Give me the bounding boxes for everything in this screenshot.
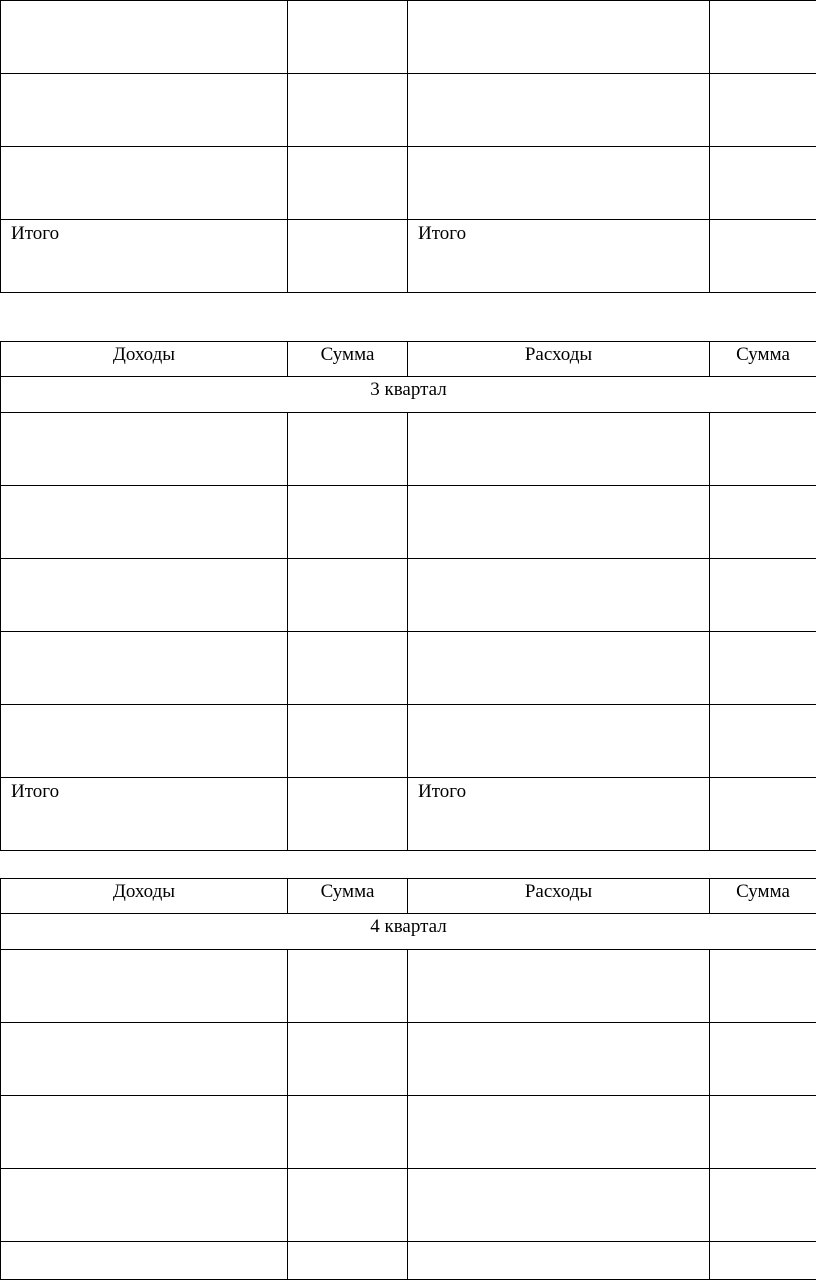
expense-cell[interactable]: [408, 705, 710, 778]
income-sum-cell[interactable]: [288, 74, 408, 147]
header-row: [1, 879, 816, 914]
expense-total-label: Итого: [408, 220, 710, 293]
income-cell[interactable]: [1, 1096, 288, 1169]
table-row: [1, 1169, 816, 1242]
expense-cell[interactable]: [408, 1023, 710, 1096]
income-total-label: Итого: [1, 778, 288, 851]
table-row: [1, 1023, 816, 1096]
table-row: [1, 950, 816, 1023]
expense-sum-cell[interactable]: [710, 1242, 816, 1280]
expense-sum-cell[interactable]: [710, 147, 816, 220]
quarter-row: [1, 377, 816, 413]
income-sum-cell[interactable]: [288, 950, 408, 1023]
quarter-label: 4 квартал: [1, 914, 816, 950]
expense-cell[interactable]: [408, 1, 710, 74]
income-cell[interactable]: [1, 1169, 288, 1242]
income-cell[interactable]: [1, 950, 288, 1023]
income-sum-cell[interactable]: [288, 705, 408, 778]
expense-cell[interactable]: [408, 1242, 710, 1280]
income-cell[interactable]: [1, 413, 288, 486]
income-total-label: Итого: [1, 220, 288, 293]
table-row: [1, 1242, 816, 1280]
expense-cell[interactable]: [408, 486, 710, 559]
income-total-sum-cell[interactable]: [288, 778, 408, 851]
table-row: [1, 559, 816, 632]
income-sum-cell[interactable]: [288, 632, 408, 705]
total-row: [1, 778, 816, 851]
expense-sum-cell[interactable]: [710, 1, 816, 74]
expense-cell[interactable]: [408, 1096, 710, 1169]
expense-sum-cell[interactable]: [710, 1169, 816, 1242]
expense-cell[interactable]: [408, 147, 710, 220]
expense-sum-cell[interactable]: [710, 559, 816, 632]
quarter-label: 3 квартал: [1, 377, 816, 413]
income-cell[interactable]: [1, 1023, 288, 1096]
income-sum-header: Сумма: [288, 342, 408, 377]
expense-total-sum-cell[interactable]: [710, 220, 816, 293]
table-row: [1, 74, 816, 147]
table-row: [1, 486, 816, 559]
expense-sum-cell[interactable]: [710, 632, 816, 705]
header-row: [1, 342, 816, 377]
income-sum-header: Сумма: [288, 879, 408, 914]
table-row: [1, 632, 816, 705]
table-row: [1, 1, 816, 74]
table-row: [1, 705, 816, 778]
total-row: [1, 220, 816, 293]
income-cell[interactable]: [1, 632, 288, 705]
table-row: [1, 413, 816, 486]
expense-cell[interactable]: [408, 559, 710, 632]
ledger-table-q2: [0, 0, 816, 293]
income-cell[interactable]: [1, 486, 288, 559]
income-sum-cell[interactable]: [288, 559, 408, 632]
expense-cell[interactable]: [408, 74, 710, 147]
table-row: [1, 147, 816, 220]
expense-cell[interactable]: [408, 632, 710, 705]
expense-cell[interactable]: [408, 950, 710, 1023]
income-cell[interactable]: [1, 1242, 288, 1280]
expense-sum-header: Сумма: [710, 342, 816, 377]
income-sum-cell[interactable]: [288, 1, 408, 74]
expense-cell[interactable]: [408, 1169, 710, 1242]
income-total-sum-cell[interactable]: [288, 220, 408, 293]
income-header: Доходы: [1, 879, 288, 914]
expense-sum-cell[interactable]: [710, 705, 816, 778]
income-cell[interactable]: [1, 559, 288, 632]
expense-sum-cell[interactable]: [710, 74, 816, 147]
ledger-table-q3: [0, 341, 816, 851]
expense-sum-cell[interactable]: [710, 1023, 816, 1096]
quarter-row: [1, 914, 816, 950]
income-header: Доходы: [1, 342, 288, 377]
expense-sum-header: Сумма: [710, 879, 816, 914]
expense-sum-cell[interactable]: [710, 486, 816, 559]
income-cell[interactable]: [1, 147, 288, 220]
expense-cell[interactable]: [408, 413, 710, 486]
income-sum-cell[interactable]: [288, 1096, 408, 1169]
income-sum-cell[interactable]: [288, 1169, 408, 1242]
income-cell[interactable]: [1, 1, 288, 74]
income-sum-cell[interactable]: [288, 1242, 408, 1280]
expense-sum-cell[interactable]: [710, 950, 816, 1023]
income-sum-cell[interactable]: [288, 1023, 408, 1096]
ledger-table-q4: [0, 878, 816, 1280]
expense-sum-cell[interactable]: [710, 413, 816, 486]
table-row: [1, 1096, 816, 1169]
expense-total-sum-cell[interactable]: [710, 778, 816, 851]
income-cell[interactable]: [1, 705, 288, 778]
expense-header: Расходы: [408, 879, 710, 914]
income-sum-cell[interactable]: [288, 147, 408, 220]
income-sum-cell[interactable]: [288, 413, 408, 486]
income-sum-cell[interactable]: [288, 486, 408, 559]
expense-header: Расходы: [408, 342, 710, 377]
expense-sum-cell[interactable]: [710, 1096, 816, 1169]
income-cell[interactable]: [1, 74, 288, 147]
expense-total-label: Итого: [408, 778, 710, 851]
